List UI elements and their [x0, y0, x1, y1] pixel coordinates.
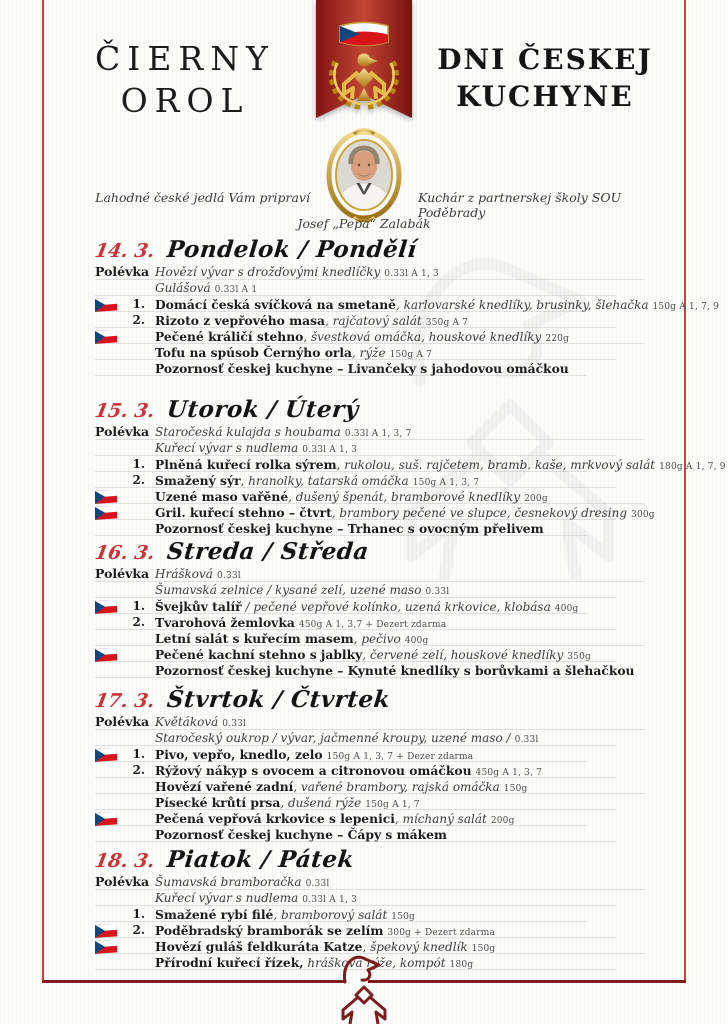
- menu-row: [95, 794, 661, 810]
- portion-allergens: 0.33l: [514, 735, 539, 745]
- ribbon-banner: [316, 0, 412, 134]
- chef-portrait-photo: [325, 128, 403, 222]
- day-heading: [93, 396, 661, 423]
- dish-description: , pečivo: [353, 631, 401, 646]
- portion-allergens: 450g A 1, 3, 7: [475, 767, 543, 778]
- dish-name: Uzené maso vařěné: [155, 488, 289, 504]
- portion-allergens: 300g: [631, 509, 655, 520]
- portion-allergens: 0.33l: [216, 571, 241, 581]
- day-section: [93, 396, 726, 536]
- dish-name: Tvarohová žemlovka: [155, 614, 295, 630]
- dish-description: hrášková rýže, kompót: [303, 955, 446, 970]
- dish-text: [155, 489, 661, 504]
- dish-description: , červené zelí, houskové knedlíky: [362, 647, 564, 662]
- row-label: [95, 714, 155, 730]
- menu-row: [95, 472, 661, 488]
- day-date: 17. 3.: [93, 690, 157, 712]
- menu-row: [95, 280, 661, 296]
- dish-text: [155, 891, 661, 905]
- dish-name: Rýžový nákyp s ovocem a citronovou omáčkou: [155, 762, 472, 778]
- row-label: [95, 520, 155, 536]
- dish-text: [155, 441, 661, 455]
- dish-description: , dušený špenát, bramborové knedlíky: [288, 489, 521, 504]
- event-title-line2: KUCHYNE: [456, 79, 634, 113]
- portion-allergens: 180g: [449, 959, 474, 970]
- dish-description: Hrášková: [155, 567, 213, 581]
- item-number: 1.: [132, 746, 145, 761]
- menu-row: [95, 906, 661, 922]
- dish-description: Šumavská bramboračka: [155, 875, 302, 889]
- dish-name: Rizoto z vepřového masa: [155, 312, 326, 328]
- row-label: [95, 360, 155, 376]
- dish-description: , dušená rýže: [280, 795, 362, 810]
- portion-allergens: 150g A 1, 7: [365, 799, 420, 810]
- menu-row: [95, 630, 661, 646]
- menu-row: [95, 520, 661, 536]
- menu-row: [95, 312, 661, 328]
- dish-text: [155, 811, 661, 826]
- dish-description: , rýže: [352, 345, 386, 360]
- row-label: [95, 504, 155, 520]
- day-date: 18. 3.: [93, 850, 157, 872]
- portion-allergens: 150g A 7: [389, 349, 433, 360]
- row-label: [95, 566, 155, 582]
- dish-text: [155, 361, 661, 376]
- dish-text: [155, 827, 661, 842]
- portion-allergens: 400g: [404, 635, 429, 646]
- item-number: 2.: [132, 472, 145, 487]
- dish-name: Tofu na spúsob Černýho orla: [155, 344, 353, 360]
- portion-allergens: 150g: [471, 943, 496, 954]
- dish-text: [155, 615, 661, 630]
- dish-name: Pečené kachní stehno s jablky: [155, 646, 363, 662]
- row-label: [95, 424, 155, 440]
- dish-text: [155, 663, 661, 678]
- page-border-left: [42, 0, 44, 982]
- dish-description: Staročeský oukrop / vývar, jačmenné kroupy, uzené maso /: [155, 731, 511, 745]
- dish-text: [155, 875, 661, 889]
- course-label: Polévka: [95, 566, 150, 581]
- eagle-outline-icon: [326, 950, 402, 1024]
- item-number: 1.: [132, 456, 145, 471]
- dish-text: [155, 647, 661, 662]
- row-label: [95, 328, 155, 344]
- dish-text: [155, 779, 661, 794]
- portion-allergens: 150g: [391, 911, 416, 922]
- dish-description: , rajčatový salát: [325, 313, 422, 328]
- item-number: 2.: [132, 614, 145, 629]
- menu-row: [95, 922, 661, 938]
- row-label: [95, 472, 155, 488]
- dish-text: [155, 345, 661, 360]
- menu-row: [95, 646, 661, 662]
- row-label: [95, 906, 155, 922]
- tagline-right: Kuchár z partnerskej školy SOU Poděbrady: [418, 190, 622, 220]
- event-title-line1: DNI ČESKEJ: [437, 43, 653, 76]
- row-label: [95, 488, 155, 504]
- portion-allergens: 200g: [524, 493, 548, 504]
- portion-allergens: 350g A 7: [425, 317, 469, 328]
- dish-name: Pivo, vepřo, knedlo, zelo: [155, 746, 323, 762]
- dish-text: [155, 795, 661, 810]
- dish-name: Pečené králičí stehno: [155, 328, 304, 344]
- day-heading: [93, 236, 661, 263]
- day-section: [95, 686, 661, 842]
- portion-allergens: 150g A 1, 3, 7: [412, 477, 480, 488]
- item-number: 1.: [132, 296, 145, 311]
- dish-text: [155, 599, 661, 614]
- day-name: Štvrtok / Čtvrtek: [165, 686, 392, 713]
- menu-row: [95, 714, 661, 730]
- menu-row: [95, 296, 720, 312]
- menu-row: [95, 582, 661, 598]
- dish-description: , míchaný salát: [394, 811, 487, 826]
- row-label: [95, 794, 155, 810]
- day-name: Utorok / Úterý: [165, 396, 360, 423]
- row-label: [95, 456, 155, 472]
- course-label: Polévka: [95, 424, 150, 439]
- dish-name: Plněná kuřecí rolka sýrem: [155, 456, 337, 472]
- dish-text: [155, 923, 661, 938]
- dish-description: Květáková: [155, 715, 219, 729]
- portion-allergens: 0.33l: [222, 719, 247, 729]
- portion-allergens: 350g: [567, 651, 591, 662]
- portion-allergens: 180g A 1, 7, 9: [659, 461, 726, 472]
- row-label: [95, 810, 155, 826]
- row-label: [95, 778, 155, 794]
- dish-name: Pozornosť českej kuchyne – Trhanec s ovocným přelivem: [155, 520, 544, 536]
- menu-row: [95, 424, 661, 440]
- row-label: [95, 938, 155, 954]
- dish-text: [155, 731, 661, 745]
- portion-allergens: 400g: [554, 603, 579, 614]
- chef-name: Josef „Pepa“ Zalabák: [297, 216, 431, 231]
- row-label: [95, 874, 155, 890]
- portion-allergens: 150g: [503, 783, 528, 794]
- menu-row: [95, 810, 661, 826]
- dish-name: Pozornosť českej kuchyne – Čápy s mákem: [155, 826, 447, 842]
- course-label: Polévka: [95, 264, 150, 279]
- dish-name: Švejkův talíř: [155, 598, 242, 614]
- day-heading: [93, 538, 661, 565]
- dish-description: Kuřecí vývar s nudlema: [155, 441, 299, 455]
- row-label: [95, 954, 155, 970]
- day-section: [93, 236, 720, 376]
- menu-row: [95, 264, 661, 280]
- portion-allergens: 0.33l: [305, 879, 330, 889]
- portion-allergens: 0.33l A 1: [214, 285, 258, 295]
- menu-row: [95, 488, 661, 504]
- portion-allergens: 200g: [490, 815, 515, 826]
- row-label: [95, 296, 155, 312]
- dish-name: Přírodní kuřecí řízek,: [155, 954, 304, 970]
- portion-allergens: 0.33l: [425, 587, 450, 597]
- day-date: 15. 3.: [93, 400, 157, 422]
- dish-name: Smažený sýr: [155, 472, 241, 488]
- dish-text: [155, 907, 661, 922]
- portion-allergens: 0.33l A 1, 3: [302, 895, 357, 905]
- item-number: 2.: [132, 312, 145, 327]
- dish-name: Letní salát s kuřecím masem: [155, 630, 354, 646]
- course-label: Polévka: [95, 874, 150, 889]
- menu-row: [95, 762, 661, 778]
- menu-row: [95, 874, 661, 890]
- dish-description: , špekový knedlík: [362, 939, 468, 954]
- menu-row: [95, 344, 661, 360]
- row-label: [95, 344, 155, 360]
- dish-name: Poděbradský bramborák se zelím: [155, 922, 384, 938]
- menu-row: [95, 360, 661, 376]
- dish-description: Šumavská zelnice / kysané zelí, uzené maso: [155, 583, 422, 597]
- dish-text: [155, 473, 661, 488]
- dish-description: , švestková omáčka, houskové knedlíky: [303, 329, 542, 344]
- row-label: [95, 630, 155, 646]
- dish-text: [155, 715, 661, 729]
- portion-allergens: 150g A 1, 3, 7 + Dezer zdarma: [326, 751, 474, 762]
- dish-text: [155, 313, 661, 328]
- row-label: [95, 582, 155, 598]
- menu-row: [95, 456, 726, 472]
- dish-name: Pozornosť českej kuchyne – Livančeky s jahodovou omáčkou: [155, 360, 569, 376]
- row-label: [95, 730, 155, 746]
- dish-description: Gulášová: [155, 281, 211, 295]
- dish-text: [155, 265, 661, 279]
- row-label: [95, 440, 155, 456]
- item-number: 1.: [132, 906, 145, 921]
- menu-row: [95, 826, 661, 842]
- row-label: [95, 646, 155, 662]
- dish-name: Hovězí guláš feldkuráta Katze: [155, 938, 363, 954]
- footer-line-right: [368, 980, 686, 983]
- dish-description: , rukolou, suš. rajčetem, bramb. kaše, mrkvový salát: [336, 457, 656, 472]
- row-label: [95, 280, 155, 296]
- course-label: Polévka: [95, 714, 150, 729]
- portion-allergens: 300g + Dezert zdarma: [387, 927, 496, 938]
- dish-text: [155, 297, 719, 312]
- dish-text: [155, 521, 661, 536]
- menu-row: [95, 890, 661, 906]
- day-name: Pondelok / Pondělí: [165, 236, 418, 263]
- menu-row: [95, 730, 661, 746]
- day-name: Piatok / Pátek: [165, 846, 355, 873]
- dish-description: Kuřecí vývar s nudlema: [155, 891, 299, 905]
- row-label: [95, 890, 155, 906]
- menu-row: [95, 328, 661, 344]
- dish-description: , karlovarské knedlíky, brusinky, šlehačka: [396, 297, 649, 312]
- menu-row: [95, 566, 661, 582]
- dish-text: [155, 583, 661, 597]
- dish-name: Gril. kuřecí stehno – čtvrt: [155, 504, 332, 520]
- dish-text: [155, 505, 661, 520]
- portion-allergens: 450g A 1, 3,7 + Dezert zdarma: [298, 619, 447, 630]
- portion-allergens: 150g A 1, 7, 9: [652, 301, 720, 312]
- row-label: [95, 662, 155, 678]
- dish-description: , vařené brambory, rajská omáčka: [293, 779, 500, 794]
- menu-row: [95, 614, 661, 630]
- dish-text: [155, 457, 726, 472]
- dish-text: [155, 281, 661, 295]
- dish-name: Pečená vepřová krkovice s lepenici: [155, 810, 395, 826]
- dish-text: [155, 631, 661, 646]
- day-section: [95, 538, 661, 678]
- dish-description: Staročeská kulajda s houbama: [155, 425, 341, 439]
- dish-text: [155, 747, 661, 762]
- portion-allergens: 0.33l A 1, 3, 7: [344, 429, 412, 439]
- row-label: [95, 762, 155, 778]
- tagline-left: Lahodné české jedlá Vám pripraví: [95, 190, 310, 205]
- row-label: [95, 746, 155, 762]
- event-title: [428, 42, 662, 116]
- menu-row: [95, 778, 661, 794]
- day-date: 16. 3.: [93, 542, 157, 564]
- dish-text: [155, 763, 661, 778]
- day-name: Streda / Středa: [165, 538, 370, 565]
- day-heading: [93, 846, 661, 873]
- restaurant-title: [70, 38, 300, 122]
- menu-row: [95, 440, 661, 456]
- item-number: 1.: [132, 598, 145, 613]
- dish-description: / pečené vepřové kolínko, uzená krkovice, klobása: [241, 599, 551, 614]
- footer-line-left: [42, 980, 328, 983]
- row-label: [95, 312, 155, 328]
- restaurant-title-line1: ČIERNY: [95, 39, 275, 78]
- row-label: [95, 922, 155, 938]
- menu-row: [95, 598, 661, 614]
- portion-allergens: 0.33l A 1, 3: [384, 269, 439, 279]
- row-label: [95, 614, 155, 630]
- menu-row: [95, 662, 661, 678]
- row-label: [95, 826, 155, 842]
- dish-description: , bramborový salát: [273, 907, 388, 922]
- menu-row: [95, 504, 661, 520]
- dish-text: [155, 329, 661, 344]
- czech-flag-banner-icon: [340, 23, 388, 46]
- restaurant-title-line2: OROL: [120, 81, 250, 121]
- item-number: 2.: [132, 762, 145, 777]
- portion-allergens: 220g: [545, 333, 570, 344]
- menu-row: [95, 746, 661, 762]
- dish-description: , hranolky, tatarská omáčka: [240, 473, 409, 488]
- dish-name: Pozornosť českej kuchyne – Kynuté knedlíky s borůvkami a šlehačkou: [155, 662, 635, 678]
- dish-name: Písecké krůtí prsa: [155, 794, 281, 810]
- row-label: [95, 598, 155, 614]
- dish-text: [155, 567, 661, 581]
- dish-description: Hovězí vývar s drožďovými knedlíčky: [155, 265, 381, 279]
- dish-text: [155, 955, 661, 970]
- day-date: 14. 3.: [93, 240, 157, 262]
- portion-allergens: 0.33l A 1, 3: [302, 445, 357, 455]
- day-heading: [93, 686, 661, 713]
- item-number: 2.: [132, 922, 145, 937]
- dish-description: , brambory pečené ve slupce, česnekový dresing: [331, 505, 628, 520]
- dish-text: [155, 425, 661, 439]
- dish-name: Domácí česká svíčková na smetaně: [155, 296, 396, 312]
- dish-text: [155, 939, 661, 954]
- dish-name: Hovězí vařené zadní: [155, 778, 294, 794]
- dish-name: Smažené rybí filé: [155, 906, 274, 922]
- row-label: [95, 264, 155, 280]
